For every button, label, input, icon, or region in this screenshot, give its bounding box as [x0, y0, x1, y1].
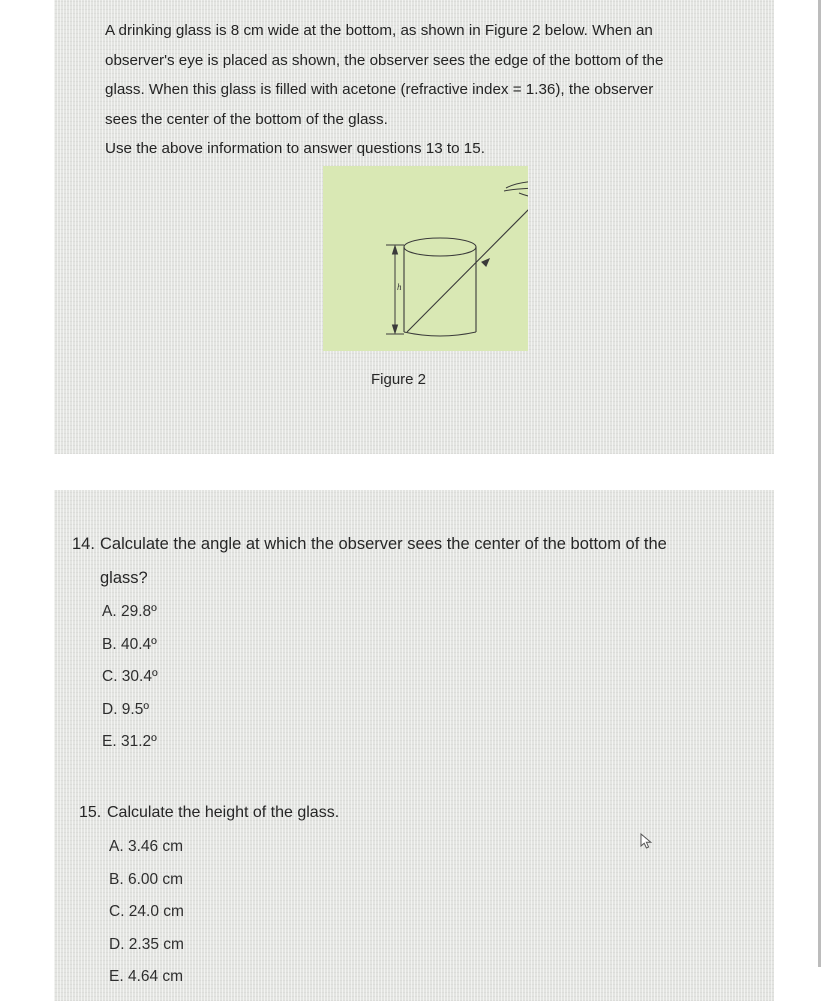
option-15-c[interactable]: C. 24.0 cm [109, 903, 184, 920]
question-15-options [79, 831, 679, 994]
figure-caption: Figure 2 [371, 371, 427, 388]
question-14-text-line1: Calculate the angle at which the observer sees the center of the bottom of the [100, 535, 667, 553]
question-14-text-line2: glass? [100, 569, 148, 587]
intro-line-5: Use the above information to answer questions 13 to 15. [105, 140, 485, 157]
option-14-b[interactable]: B. 40.4º [102, 635, 157, 653]
intro-line-3: glass. When this glass is filled with acetone (refractive index = 1.36), the observer [105, 81, 654, 98]
problem-panel [54, 0, 774, 454]
figure-2 [323, 166, 528, 351]
glass-diagram [323, 166, 528, 351]
question-15-stem [79, 796, 679, 830]
scrollbar-track[interactable] [818, 0, 821, 967]
question-15-number: 15. [79, 804, 102, 821]
option-14-d[interactable]: D. 9.5º [102, 700, 150, 718]
mouse-pointer-icon [640, 833, 654, 849]
option-14-c[interactable]: C. 30.4º [102, 668, 158, 685]
intro-line-1: A drinking glass is 8 cm wide at the bottom, as shown in Figure 2 below. When an [105, 22, 653, 39]
option-15-b[interactable]: B. 6.00 cm [109, 870, 184, 888]
option-15-d[interactable]: D. 2.35 cm [109, 935, 184, 953]
intro-line-4: sees the center of the bottom of the glass. [105, 110, 388, 128]
problem-statement [105, 16, 745, 164]
question-15-text: Calculate the height of the glass. [107, 804, 340, 821]
height-label: h [397, 282, 402, 292]
figure-highlight [323, 166, 528, 351]
question-14-number: 14. [72, 535, 95, 553]
option-14-a[interactable]: A. 29.8º [102, 603, 157, 620]
option-15-e[interactable]: E. 4.64 cm [109, 968, 184, 985]
question-14-stem [72, 527, 772, 561]
questions-panel [54, 490, 774, 1001]
intro-line-2: observer's eye is placed as shown, the observer sees the edge of the bottom of the [105, 51, 664, 69]
option-15-a[interactable]: A. 3.46 cm [109, 838, 184, 855]
question-15 [79, 796, 679, 994]
option-14-e[interactable]: E. 31.2º [102, 733, 157, 750]
question-14-options [72, 596, 772, 759]
question-14 [72, 527, 772, 759]
